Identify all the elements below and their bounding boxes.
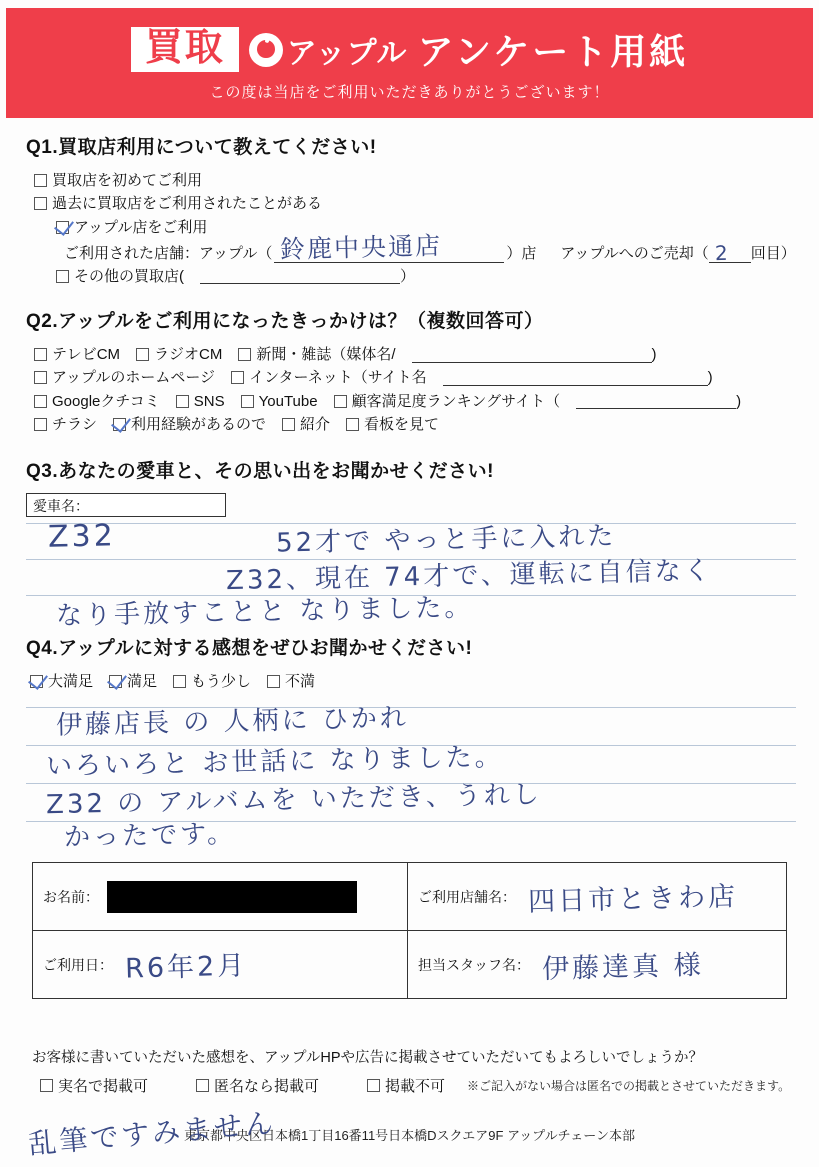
q2-option-google-review[interactable] bbox=[34, 390, 160, 413]
checkbox-icon[interactable] bbox=[267, 675, 280, 688]
q1-option-row-4 bbox=[56, 265, 796, 288]
checkbox-icon[interactable] bbox=[30, 675, 43, 688]
close-paren: ) bbox=[707, 369, 713, 387]
q2-option-internet[interactable] bbox=[231, 366, 427, 389]
other-shop-close-paren: ） bbox=[400, 267, 416, 285]
shop-suffix-label: ）店 bbox=[506, 244, 537, 262]
shop-value-handwriting: 四日市ときわ店 bbox=[527, 881, 739, 918]
q2-option-tv-cm[interactable] bbox=[34, 343, 120, 366]
ranking-site-field[interactable] bbox=[576, 393, 736, 409]
q1-option-row-1 bbox=[34, 169, 796, 192]
checkbox-icon[interactable] bbox=[238, 348, 251, 361]
option-label: テレビCM bbox=[52, 346, 121, 363]
question-1 bbox=[26, 132, 796, 288]
customer-info-table bbox=[32, 862, 787, 999]
q4-option-dissatisfied[interactable] bbox=[267, 670, 315, 693]
q4-option-satisfied[interactable] bbox=[109, 670, 157, 693]
q3-line-2: Z32、現在 74才で、運転に自信なく bbox=[225, 555, 714, 597]
option-label: SNS bbox=[193, 392, 225, 410]
kaitori-label: 買取 bbox=[131, 27, 239, 73]
option-label: Googleクチコミ bbox=[52, 392, 160, 410]
checkbox-icon[interactable] bbox=[241, 395, 254, 408]
q1-option-other-shop[interactable] bbox=[56, 265, 184, 288]
option-label: 匿名なら掲載可 bbox=[214, 1078, 320, 1095]
q2-option-row-2 bbox=[34, 366, 796, 389]
staff-label: 担当スタッフ名： bbox=[418, 956, 530, 973]
q2-option-previous-experience[interactable] bbox=[113, 413, 266, 436]
redacted-name-value bbox=[107, 881, 357, 913]
q4-title: Q4.アップルに対する感想をぜひお聞かせください! bbox=[26, 638, 473, 659]
option-label: YouTube bbox=[258, 392, 318, 410]
option-label: 看板を見て bbox=[364, 415, 440, 433]
consent-option-real-name[interactable] bbox=[40, 1075, 148, 1096]
q1-option-row-2 bbox=[34, 192, 796, 215]
brand-label: アップル bbox=[286, 36, 408, 70]
shop-label: ご利用店舗名： bbox=[418, 888, 516, 905]
q4-line-4: かったです。 bbox=[63, 819, 237, 854]
option-label: 満足 bbox=[127, 673, 158, 690]
option-label: ラジオCM bbox=[154, 346, 223, 363]
option-label: 買取店を初めてご利用 bbox=[52, 172, 203, 189]
page-title: アンケート用紙 bbox=[417, 31, 689, 72]
checkbox-icon[interactable] bbox=[136, 348, 149, 361]
form-content bbox=[26, 132, 796, 876]
q2-option-referral[interactable] bbox=[282, 413, 330, 436]
close-paren: ) bbox=[736, 392, 742, 410]
checkbox-icon[interactable] bbox=[34, 371, 47, 384]
media-name-field[interactable] bbox=[412, 347, 652, 363]
car-name-box[interactable] bbox=[26, 493, 226, 517]
option-label: 実名で掲載可 bbox=[58, 1078, 149, 1095]
sales-count-handwriting: 2 bbox=[714, 240, 730, 265]
close-paren: ) bbox=[651, 346, 657, 363]
table-row bbox=[33, 931, 787, 999]
shop-name-handwriting: 鈴鹿中央通店 bbox=[280, 230, 443, 264]
consent-options bbox=[40, 1075, 792, 1096]
checkbox-icon[interactable] bbox=[346, 418, 359, 431]
consent-note: ※ご記入がない場合は匿名での掲載とさせていただきます。 bbox=[467, 1079, 791, 1093]
q1-option-first-use[interactable] bbox=[34, 169, 202, 192]
q2-option-row-3 bbox=[34, 390, 796, 413]
checkbox-icon[interactable] bbox=[56, 270, 69, 283]
q4-option-somewhat[interactable] bbox=[173, 670, 251, 693]
option-label: 顧客満足度ランキングサイト（ bbox=[351, 392, 561, 410]
checkbox-icon[interactable] bbox=[34, 174, 47, 187]
shop-cell[interactable] bbox=[408, 863, 787, 931]
option-label: 新聞・雑誌（媒体名/ bbox=[256, 346, 396, 363]
car-name-label: 愛車名： bbox=[33, 498, 89, 514]
name-label: お名前： bbox=[43, 888, 99, 905]
option-label: 過去に買取店をご利用されたことがある bbox=[52, 195, 323, 213]
company-address: 東京都中央区日本橋1丁目16番11号日本橋Dスクエア9F アップルチェーン本部 bbox=[183, 1128, 636, 1143]
sales-prefix-label: アップルへのご売却（ bbox=[560, 244, 709, 262]
staff-cell[interactable] bbox=[408, 931, 787, 999]
checkbox-icon[interactable] bbox=[231, 371, 244, 384]
q3-answer-area[interactable] bbox=[26, 493, 796, 633]
q4-line-3: Z32 の アルバムを いただき、うれし bbox=[45, 780, 543, 821]
shop-name-field[interactable] bbox=[274, 230, 504, 264]
bottom-handwritten-note: 乱筆ですみません bbox=[27, 1106, 278, 1161]
date-cell[interactable] bbox=[33, 931, 408, 999]
consent-option-anonymous[interactable] bbox=[196, 1075, 319, 1096]
q4-line-1: 伊藤店長 の 人柄に ひかれ bbox=[55, 703, 410, 741]
checkbox-icon[interactable] bbox=[176, 395, 189, 408]
sales-suffix-label: 回目） bbox=[750, 244, 796, 262]
q3-line-3: なり手放すことと なりました。 bbox=[55, 592, 474, 632]
question-3 bbox=[26, 456, 796, 633]
site-name-field[interactable] bbox=[443, 370, 708, 386]
option-label: アップルのホームページ bbox=[52, 369, 216, 387]
car-name-handwriting: Z32 bbox=[47, 518, 117, 555]
consent-option-no-publish[interactable] bbox=[367, 1075, 445, 1096]
q2-option-signboard[interactable] bbox=[346, 413, 439, 436]
checkbox-icon[interactable] bbox=[173, 675, 186, 688]
header-banner bbox=[6, 8, 813, 118]
other-shop-field[interactable] bbox=[200, 268, 400, 284]
consent-section bbox=[32, 1046, 792, 1096]
q2-option-newspaper-magazine[interactable] bbox=[238, 343, 395, 366]
q1-option-apple-use[interactable] bbox=[56, 216, 207, 239]
q3-line-1: 52才で やっと手に入れた bbox=[275, 521, 617, 559]
apple-mark-icon bbox=[249, 33, 283, 67]
banner-subtitle: この度は当店をご利用いただきありがとうございます！ bbox=[209, 84, 610, 101]
checkbox-icon[interactable] bbox=[40, 1079, 53, 1092]
q1-shop-detail-line bbox=[64, 230, 796, 265]
option-label: その他の買取店( bbox=[74, 267, 184, 285]
q4-option-very-satisfied[interactable] bbox=[30, 670, 93, 693]
checkbox-icon[interactable] bbox=[34, 348, 47, 361]
option-label: アップル店をご利用 bbox=[74, 218, 208, 236]
q4-line-2: いろいろと お世話に なりました。 bbox=[45, 742, 504, 783]
sales-count-field[interactable] bbox=[709, 240, 751, 265]
q2-option-youtube[interactable] bbox=[241, 390, 318, 413]
option-label: 大満足 bbox=[48, 673, 94, 690]
option-label: もう少し bbox=[191, 673, 252, 690]
q2-title: Q2.アップルをご利用になったきっかけは？（複数回答可） bbox=[26, 311, 544, 332]
checkbox-icon[interactable] bbox=[56, 221, 69, 234]
consent-question: お客様に書いていただいた感想を、アップルHPや広告に掲載させていただいてもよろしいでしょうか？ bbox=[32, 1050, 704, 1066]
name-cell[interactable] bbox=[33, 863, 408, 931]
q1-option-past-use[interactable] bbox=[34, 192, 322, 215]
q2-option-row-4 bbox=[34, 413, 796, 436]
apple-logo bbox=[249, 28, 408, 72]
q2-option-sns[interactable] bbox=[176, 390, 225, 413]
checkbox-icon[interactable] bbox=[34, 197, 47, 210]
q2-option-homepage[interactable] bbox=[34, 366, 215, 389]
staff-value-handwriting: 伊藤達真 様 bbox=[541, 949, 704, 986]
checkbox-icon[interactable] bbox=[34, 418, 47, 431]
q1-title: Q1.買取店利用について教えてください! bbox=[26, 137, 377, 158]
checkbox-icon[interactable] bbox=[367, 1079, 380, 1092]
option-label: 掲載不可 bbox=[385, 1078, 446, 1095]
q2-option-radio-cm[interactable] bbox=[136, 343, 222, 366]
table-row bbox=[33, 863, 787, 931]
checkbox-icon[interactable] bbox=[109, 675, 122, 688]
question-2 bbox=[26, 306, 796, 436]
date-value-handwriting: R6年2月 bbox=[124, 950, 248, 985]
checkbox-icon[interactable] bbox=[334, 395, 347, 408]
question-4 bbox=[26, 633, 796, 862]
shop-prefix-label: ご利用された店舗：アップル（ bbox=[64, 244, 273, 262]
checkbox-icon[interactable] bbox=[113, 418, 126, 431]
option-label: チラシ bbox=[52, 415, 98, 433]
q4-satisfaction-options bbox=[30, 670, 796, 693]
q2-option-row-1 bbox=[34, 343, 796, 366]
option-label: 不満 bbox=[285, 673, 316, 690]
q4-answer-area[interactable] bbox=[26, 697, 796, 862]
option-label: 紹介 bbox=[300, 415, 331, 433]
checkbox-icon[interactable] bbox=[34, 395, 47, 408]
option-label: インターネット（サイト名 bbox=[249, 369, 427, 387]
date-label: ご利用日： bbox=[43, 956, 113, 973]
q2-option-ranking-site[interactable] bbox=[334, 390, 561, 413]
checkbox-icon[interactable] bbox=[196, 1079, 209, 1092]
q2-option-flyer[interactable] bbox=[34, 413, 97, 436]
checkbox-icon[interactable] bbox=[282, 418, 295, 431]
q3-title: Q3.あなたの愛車と、その思い出をお聞かせください! bbox=[26, 461, 494, 482]
option-label: 利用経験があるので bbox=[131, 415, 267, 433]
